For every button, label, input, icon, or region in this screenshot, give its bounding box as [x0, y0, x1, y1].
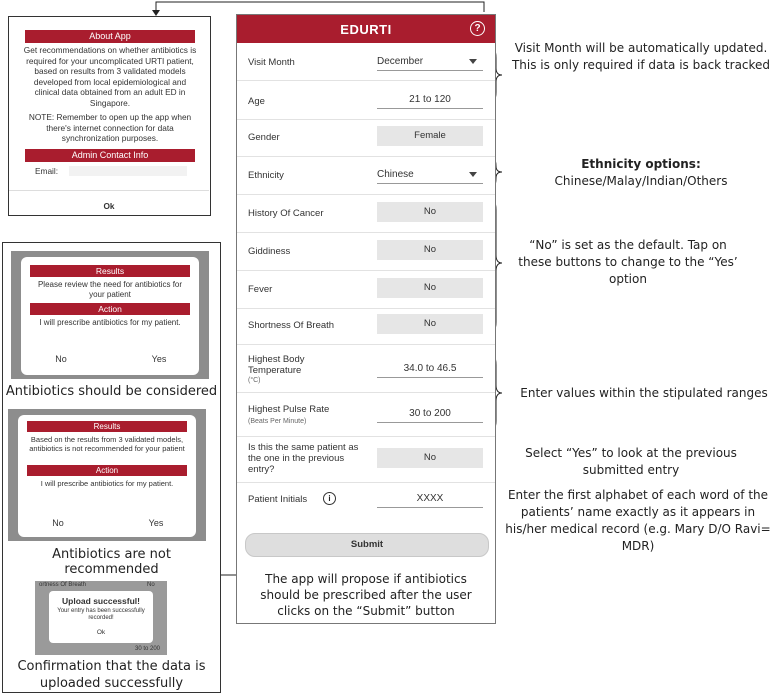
default-no-note: “No” is set as the default. Tap on these buttons to change to the “Yes’ option [518, 238, 738, 286]
considered-results-title: Results [30, 265, 190, 277]
field-ethnicity [237, 156, 495, 195]
info-icon[interactable]: i [323, 492, 336, 505]
visit-month-value: December [377, 56, 424, 67]
same-patient-label: Is this the same patient as the one in the previous entry? [248, 442, 359, 475]
considered-caption: Antibiotics should be considered [5, 384, 218, 399]
shortness-of-breath-toggle[interactable]: No [377, 314, 483, 334]
age-input[interactable]: 21 to 120 [377, 94, 483, 109]
edurti-form-screen [236, 14, 496, 624]
initials-note: Enter the first alphabet of each word of the patients’ name exactly as it appears in his/her medical record (e.g. Mary D/O Ravi= MDR) [505, 488, 771, 553]
field-giddiness [237, 232, 495, 271]
upload-screenshot [35, 581, 167, 655]
ethnicity-label: Ethnicity [248, 170, 284, 181]
not-recommended-message: Based on the results from 3 validated models, antibiotics is not recommended for your patient [29, 435, 185, 453]
giddiness-label: Giddiness [248, 246, 291, 257]
field-shortness-of-breath [237, 308, 495, 345]
history-of-cancer-toggle[interactable]: No [377, 202, 483, 222]
help-icon[interactable]: ? [470, 21, 485, 36]
pulse-rate-input[interactable]: 30 to 200 [377, 408, 483, 423]
history-of-cancer-label: History Of Cancer [248, 208, 324, 219]
app-header [237, 15, 495, 43]
gender-label: Gender [248, 132, 280, 143]
body-temperature-unit: (°C) [248, 377, 261, 384]
patient-initials-input[interactable]: XXXX [377, 493, 483, 508]
fever-label: Fever [248, 284, 273, 295]
admin-contact-title: Admin Contact Info [25, 149, 195, 162]
ethnicity-select[interactable] [377, 169, 483, 184]
same-patient-toggle[interactable]: No [377, 448, 483, 468]
field-body-temperature [237, 344, 495, 393]
considered-action-text: I will prescribe antibiotics for my patient. [39, 318, 181, 327]
field-age [237, 81, 495, 120]
pulse-rate-label: Highest Pulse Rate [248, 404, 330, 415]
field-patient-initials [237, 482, 495, 522]
app-title: EDURTI [340, 22, 392, 37]
considered-no-button[interactable]: No [55, 354, 67, 364]
bg-row-label: ortness Of Breath [39, 582, 87, 588]
not-recommended-dialog [18, 415, 196, 537]
fever-toggle[interactable]: No [377, 278, 483, 298]
giddiness-toggle[interactable]: No [377, 240, 483, 260]
not-recommended-screenshot [8, 409, 206, 541]
considered-action-title: Action [30, 303, 190, 315]
upload-ok-button[interactable]: Ok [96, 629, 106, 636]
same-patient-note: Select “Yes” to look at the previous submitted entry [525, 446, 737, 477]
ethnicity-note-body: Chinese/Malay/Indian/Others [554, 174, 728, 188]
bg-row-value-2: 30 to 200 [135, 646, 161, 652]
field-visit-month [237, 43, 495, 81]
chevron-down-icon [469, 172, 477, 177]
upload-message: Your entry has been successfully recorded! [57, 608, 145, 621]
not-recommended-caption: Antibiotics are not recommended [52, 547, 171, 577]
ethnicity-note-title: Ethnicity options: [581, 157, 701, 171]
patient-initials-label: Patient Initials [248, 494, 308, 505]
email-field[interactable] [69, 166, 187, 176]
ethnicity-value: Chinese [377, 169, 414, 180]
visit-month-label: Visit Month [248, 57, 295, 68]
about-app-dialog [8, 16, 211, 216]
field-gender [237, 119, 495, 157]
submit-note: The app will propose if antibiotics should be prescribed after the user clicks on the “Submit” button [260, 572, 472, 618]
field-fever [237, 270, 495, 309]
considered-screenshot [11, 251, 209, 379]
divider [9, 190, 209, 191]
not-recommended-action-title: Action [27, 465, 187, 476]
not-recommended-no-button[interactable]: No [52, 518, 64, 528]
body-temperature-label: Highest Body Temperature [248, 354, 305, 376]
considered-yes-button[interactable]: Yes [151, 354, 167, 364]
age-label: Age [248, 96, 265, 107]
result-dialogs-panel [2, 242, 221, 693]
ranges-note: Enter values within the stipulated ranges [520, 386, 768, 400]
about-ok-button[interactable]: Ok [103, 201, 115, 211]
shortness-of-breath-label: Shortness Of Breath [248, 320, 335, 331]
upload-dialog [49, 591, 153, 643]
gender-toggle[interactable]: Female [377, 126, 483, 146]
upload-title: Upload successful! [62, 596, 140, 606]
submit-button[interactable]: Submit [245, 533, 489, 557]
about-title: About App [25, 30, 195, 43]
about-note: NOTE: Remember to open up the app when there's internet connection for data synchronization purposes. [28, 112, 192, 143]
chevron-down-icon [469, 59, 477, 64]
considered-message: Please review the need for antibiotics for your patient [37, 280, 183, 299]
body-temperature-input[interactable]: 34.0 to 46.5 [377, 363, 483, 378]
visit-month-note: Visit Month will be automatically updated. This is only required if data is back tracked [511, 41, 771, 72]
field-pulse-rate [237, 392, 495, 437]
pulse-rate-unit: (Beats Per Minute) [248, 418, 307, 425]
considered-dialog [21, 257, 199, 375]
not-recommended-yes-button[interactable]: Yes [148, 518, 164, 528]
about-body: Get recommendations on whether antibiotics is required for your uncomplicated URTI patient, based on results from 3 validated models developed from local epidemiological and clinical data obtained from an adult ED in Singapore. [23, 45, 197, 108]
field-history-of-cancer [237, 194, 495, 233]
not-recommended-action-text: I will prescribe antibiotics for my patient. [40, 479, 174, 488]
visit-month-select[interactable] [377, 56, 483, 71]
email-label: Email: [35, 166, 59, 176]
bg-row-value: No [147, 582, 155, 588]
field-same-patient [237, 436, 495, 483]
not-recommended-results-title: Results [27, 421, 187, 432]
upload-caption: Confirmation that the data is uploaded successfully [17, 659, 206, 691]
